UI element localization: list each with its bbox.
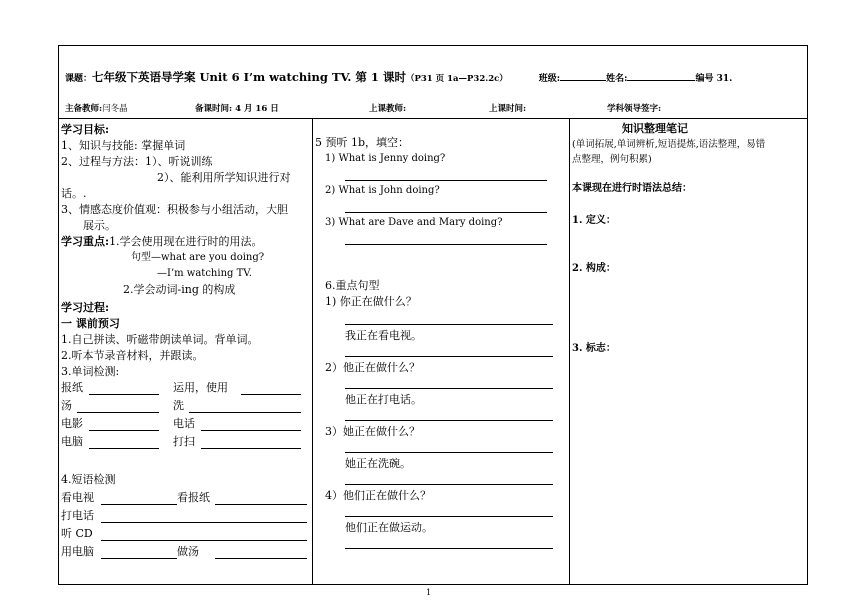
goal-1: 1、知识与技能: 掌握单词 <box>61 139 186 152</box>
notes-title: 知识整理笔记 <box>622 122 688 135</box>
phrase-item: 看报纸 <box>177 491 210 504</box>
sentence-3: 3）她正在做什么？ <box>325 425 420 438</box>
word-item: 打扫 <box>173 435 195 448</box>
word-blank[interactable] <box>241 394 301 395</box>
sentence-4: 4）他们正在做什么？ <box>325 489 431 502</box>
answer-blank[interactable] <box>345 212 547 213</box>
sentence-4a: 他们正在做运动。 <box>345 521 433 534</box>
sentence-1a: 我正在看电视。 <box>345 329 422 342</box>
sentence-2: 2）他正在做什么？ <box>325 361 420 374</box>
preview-2: 2.听本节录音材料，并跟读。 <box>61 349 204 362</box>
phrase-blank[interactable] <box>215 558 307 559</box>
class-label: 班级: <box>538 74 561 84</box>
question-1: 1) What is Jenny doing? <box>325 153 446 164</box>
question-3: 3) What are Dave and Mary doing? <box>325 217 503 228</box>
key-2: 2.学会动词-ing 的构成 <box>123 283 236 296</box>
key-1c: —I’m watching TV. <box>157 268 252 279</box>
teacher-info: 主备教师:闫冬晶 <box>65 104 128 114</box>
translation-blank[interactable] <box>345 516 553 517</box>
sentence-2a: 他正在打电话。 <box>345 393 422 406</box>
prep-time: 备课时间: 4 月 16 日 <box>195 104 279 114</box>
name-label: 姓名: <box>606 74 628 84</box>
listening-title: 5 预听 1b，填空： <box>315 136 410 149</box>
preview-title: 一 课前预习 <box>61 317 120 330</box>
class-blank[interactable] <box>560 71 606 81</box>
key-title: 学习重点: <box>61 235 110 248</box>
worksheet <box>58 45 808 585</box>
word-blank[interactable] <box>89 394 159 395</box>
definition-label: 1. 定义： <box>572 215 616 226</box>
key-1: 1.学会使用现在进行时的用法。 <box>109 235 263 248</box>
preview-3: 3.单词检测: <box>61 365 120 378</box>
class-time-label: 上课时间: <box>489 104 527 114</box>
key-1b: 句型—what are you doing? <box>131 252 265 263</box>
translation-blank[interactable] <box>345 484 553 485</box>
column-divider-1 <box>312 118 313 584</box>
word-blank[interactable] <box>77 412 159 413</box>
goal-2c: 话。. <box>61 187 87 200</box>
goal-3b: 展示。 <box>83 219 116 232</box>
sentence-3a: 她正在洗碗。 <box>345 457 411 470</box>
phrase-item: 做汤 <box>177 545 199 558</box>
word-item: 运用，使用 <box>173 381 228 394</box>
translation-blank[interactable] <box>345 388 553 389</box>
number-label: 编号 31. <box>695 74 733 84</box>
translation-blank[interactable] <box>345 324 553 325</box>
translation-blank[interactable] <box>345 356 553 357</box>
page-range: （P31 页 1a—P32.2c） <box>405 74 508 84</box>
word-blank[interactable] <box>189 412 301 413</box>
goal-3: 3、情感态度价值观：积极参与小组活动，大胆 <box>61 203 288 216</box>
header-divider <box>59 118 807 119</box>
name-blank[interactable] <box>627 71 695 81</box>
class-teacher-label: 上课教师: <box>369 104 407 114</box>
page-number: 1 <box>426 588 432 597</box>
course-label: 课题： <box>65 74 93 84</box>
goal-2: 2、过程与方法：1）、听说训练 <box>61 155 213 168</box>
word-item: 洗 <box>173 399 184 412</box>
sentence-1: 1) 你正在做什么？ <box>325 295 417 308</box>
translation-blank[interactable] <box>345 452 553 453</box>
phrase-item: 看电视 <box>61 491 94 504</box>
grammar-summary-title: 本课现在进行时语法总结： <box>572 183 692 194</box>
teacher-name: 闫冬晶 <box>102 104 128 114</box>
preview-1: 1.自己拼读、听磁带朗读单词。背单词。 <box>61 333 259 346</box>
answer-blank[interactable] <box>345 244 547 245</box>
question-2: 2) What is John doing? <box>325 185 440 196</box>
word-item: 报纸 <box>61 381 83 394</box>
word-blank[interactable] <box>89 430 159 431</box>
phrase-blank[interactable] <box>101 558 177 559</box>
translation-blank[interactable] <box>345 548 553 549</box>
word-item: 电影 <box>61 417 83 430</box>
leader-sign-label: 学科领导签字: <box>607 104 662 114</box>
phrase-item: 用电脑 <box>61 545 94 558</box>
answer-blank[interactable] <box>345 180 547 181</box>
phrase-blank[interactable] <box>215 504 307 505</box>
lesson-title: 七年级下英语导学案 Unit 6 I’m watching TV. 第 1 课时 <box>92 70 406 84</box>
column-divider-2 <box>569 118 570 584</box>
header-row-1 <box>65 69 732 85</box>
word-blank[interactable] <box>201 430 301 431</box>
word-blank[interactable] <box>89 448 159 449</box>
notes-hint: (单词拓展,单词辨析,短语提炼,语法整理，易错 <box>572 139 766 150</box>
word-blank[interactable] <box>201 448 301 449</box>
process-title: 学习过程: <box>61 301 110 314</box>
phrase-title: 4.短语检测 <box>61 473 116 486</box>
structure-label: 2. 构成： <box>572 263 616 274</box>
phrase-blank[interactable] <box>101 504 177 505</box>
notes-hint-2: 点整理，例句积累) <box>572 154 652 165</box>
sentence-title: 6.重点句型 <box>325 279 380 292</box>
word-item: 电脑 <box>61 435 83 448</box>
phrase-item: 打电话 <box>61 509 94 522</box>
phrase-blank[interactable] <box>101 522 307 523</box>
phrase-item: 听 CD <box>61 527 93 540</box>
phrase-blank[interactable] <box>101 540 307 541</box>
word-item: 汤 <box>61 399 72 412</box>
goals-title: 学习目标: <box>61 123 110 136</box>
goal-2b: 2）、能利用所学知识进行对 <box>157 171 291 184</box>
signal-words-label: 3. 标志： <box>572 343 616 354</box>
word-item: 电话 <box>173 417 195 430</box>
translation-blank[interactable] <box>345 420 553 421</box>
